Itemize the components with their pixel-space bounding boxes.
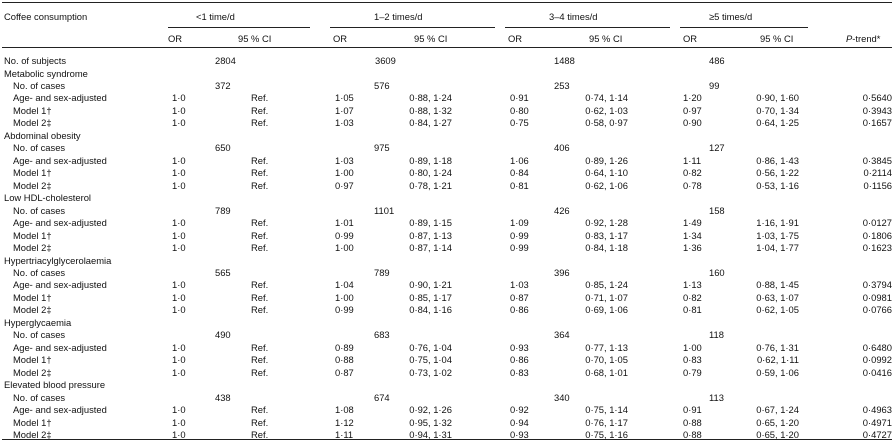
ci-value: 0·62, 1·11: [756, 354, 799, 366]
model-label: Model 2‡: [13, 366, 52, 378]
ci-value: Ref.: [251, 354, 269, 366]
or-value: 0·99: [335, 304, 354, 316]
ci-header-4: 95 % CI: [760, 33, 794, 44]
ci-header-2: 95 % CI: [414, 33, 448, 44]
ci-value: 0·59, 1·06: [756, 366, 799, 378]
model-label: Model 2‡: [13, 242, 52, 254]
ci-value: 0·89, 1·15: [409, 217, 452, 229]
group-rule-4: [680, 27, 808, 28]
ci-value: 0·85, 1·24: [585, 279, 628, 291]
ci-value: 0·87, 1·13: [409, 229, 452, 241]
or-value: 0·99: [510, 229, 529, 241]
ci-value: 0·83, 1·17: [585, 229, 628, 241]
cases-label: No. of cases: [13, 204, 66, 216]
or-value: 0·79: [683, 366, 702, 378]
cases-label: No. of cases: [13, 329, 66, 341]
ci-value: 0·69, 1·06: [585, 304, 628, 316]
cases-value: 99: [709, 79, 720, 91]
ci-value: 0·88, 1·24: [409, 92, 452, 104]
ci-value: 0·75, 1·04: [409, 354, 452, 366]
or-value: 1·03: [335, 154, 354, 166]
or-value: 1·0: [172, 429, 186, 441]
cases-value: 340: [554, 391, 570, 403]
or-value: 0·87: [510, 291, 529, 303]
or-header-3: OR: [508, 33, 523, 44]
model-label: Age- and sex-adjusted: [13, 279, 107, 291]
ptrend-value: 0·3794: [862, 279, 892, 291]
cases-value: 789: [374, 267, 390, 279]
ci-value: 0·64, 1·10: [585, 167, 628, 179]
cases-value: 158: [709, 204, 725, 216]
ci-value: Ref.: [251, 92, 269, 104]
ci-value: 0·77, 1·13: [585, 341, 628, 353]
stub-header: Coffee consumption: [4, 11, 88, 22]
or-value: 0·93: [510, 429, 529, 441]
ci-header-3: 95 % CI: [589, 33, 623, 44]
cases-value: 789: [215, 204, 231, 216]
ci-value: 0·73, 1·02: [409, 366, 452, 378]
or-value: 1·01: [335, 217, 354, 229]
header-rule: [2, 47, 892, 48]
or-value: 1·49: [683, 217, 702, 229]
or-value: 0·81: [683, 304, 702, 316]
ci-value: Ref.: [251, 217, 269, 229]
or-value: 1·08: [335, 404, 354, 416]
or-value: 0·92: [510, 404, 529, 416]
model-label: Model 1†: [13, 104, 52, 116]
top-rule: [2, 2, 892, 3]
or-value: 1·11: [335, 429, 354, 441]
or-value: 1·0: [172, 229, 186, 241]
ci-value: 0·76, 1·17: [585, 416, 628, 428]
ci-value: 0·75, 1·14: [585, 404, 628, 416]
subjects-value-3: 1488: [554, 55, 575, 66]
cases-label: No. of cases: [13, 79, 66, 91]
or-value: 1·20: [683, 92, 702, 104]
cases-value: 490: [215, 329, 231, 341]
ci-value: 0·84, 1·16: [409, 304, 452, 316]
or-value: 0·80: [510, 104, 529, 116]
cases-value: 438: [215, 391, 231, 403]
ci-value: 0·58, 0·97: [585, 117, 628, 129]
or-value: 0·84: [510, 167, 529, 179]
or-value: 1·0: [172, 354, 186, 366]
or-value: 1·00: [335, 242, 354, 254]
or-value: 0·88: [335, 354, 354, 366]
ci-value: 0·53, 1·16: [756, 179, 799, 191]
cases-label: No. of cases: [13, 267, 66, 279]
ci-value: Ref.: [251, 117, 269, 129]
ci-value: 0·95, 1·32: [409, 416, 452, 428]
or-value: 1·0: [172, 179, 186, 191]
ci-value: Ref.: [251, 179, 269, 191]
ptrend-value: 0·1623: [862, 242, 892, 254]
or-value: 0·82: [683, 291, 702, 303]
or-value: 1·0: [172, 279, 186, 291]
or-value: 0·91: [510, 92, 529, 104]
cases-value: 118: [709, 329, 724, 341]
ci-value: 0·70, 1·05: [585, 354, 628, 366]
or-value: 0·88: [683, 416, 702, 428]
cases-value: 160: [709, 267, 725, 279]
ci-header-1: 95 % CI: [238, 33, 272, 44]
ci-value: 0·74, 1·14: [585, 92, 628, 104]
or-value: 1·03: [335, 117, 354, 129]
model-label: Model 1†: [13, 416, 52, 428]
ci-value: 0·67, 1·24: [756, 404, 799, 416]
or-header-1: OR: [168, 33, 183, 44]
or-value: 1·00: [683, 341, 702, 353]
or-value: 1·04: [335, 279, 354, 291]
ci-value: Ref.: [251, 154, 269, 166]
or-value: 1·0: [172, 416, 186, 428]
or-value: 0·81: [510, 179, 529, 191]
ci-value: Ref.: [251, 404, 269, 416]
bottom-rule: [2, 439, 892, 440]
ci-value: Ref.: [251, 416, 269, 428]
ptrend-value: 0·4963: [862, 404, 892, 416]
ci-value: Ref.: [251, 304, 269, 316]
cases-value: 650: [215, 142, 231, 154]
cases-value: 576: [374, 79, 390, 91]
model-label: Age- and sex-adjusted: [13, 154, 107, 166]
model-label: Age- and sex-adjusted: [13, 217, 107, 229]
or-value: 1·05: [335, 92, 354, 104]
ci-value: 0·76, 1·04: [409, 341, 452, 353]
group-header-4: ≥5 times/d: [709, 11, 753, 22]
or-value: 1·0: [172, 366, 186, 378]
ci-value: 0·80, 1·24: [409, 167, 452, 179]
or-value: 0·82: [683, 167, 702, 179]
model-label: Age- and sex-adjusted: [13, 92, 107, 104]
group-header-3: 3–4 times/d: [549, 11, 598, 22]
or-value: 1·34: [683, 229, 702, 241]
ci-value: Ref.: [251, 341, 269, 353]
or-value: 1·0: [172, 404, 186, 416]
cases-value: 674: [374, 391, 390, 403]
cases-value: 253: [554, 79, 570, 91]
ptrend-value: 0·0981: [862, 291, 892, 303]
or-value: 0·86: [510, 304, 529, 316]
ptrend-value: 0·0127: [862, 217, 892, 229]
ci-value: 0·68, 1·01: [585, 366, 628, 378]
ci-value: Ref.: [251, 167, 269, 179]
ci-value: 0·88, 1·45: [756, 279, 799, 291]
or-value: 1·0: [172, 341, 186, 353]
or-value: 0·91: [683, 404, 702, 416]
model-label: Model 1†: [13, 167, 52, 179]
ptrend-header: P-trend*: [846, 33, 881, 44]
ci-value: 0·84, 1·27: [409, 117, 452, 129]
model-label: Model 2‡: [13, 179, 52, 191]
ci-value: 0·94, 1·31: [409, 429, 452, 441]
or-value: 0·89: [335, 341, 354, 353]
ci-value: 0·87, 1·14: [409, 242, 452, 254]
model-label: Model 2‡: [13, 304, 52, 316]
or-value: 1·0: [172, 217, 186, 229]
cases-value: 565: [215, 267, 231, 279]
ci-value: 0·90, 1·21: [409, 279, 452, 291]
or-value: 0·93: [510, 341, 529, 353]
ci-value: 0·84, 1·18: [585, 242, 628, 254]
ci-value: 0·63, 1·07: [756, 291, 799, 303]
ci-value: 0·65, 1·20: [756, 416, 799, 428]
or-value: 0·97: [335, 179, 354, 191]
or-value: 0·75: [510, 117, 529, 129]
ci-value: 0·62, 1·05: [756, 304, 799, 316]
ci-value: 1·04, 1·77: [756, 242, 799, 254]
ci-value: 0·85, 1·17: [409, 291, 452, 303]
or-value: 1·0: [172, 117, 186, 129]
ci-value: 0·62, 1·06: [585, 179, 628, 191]
cases-value: 396: [554, 267, 570, 279]
ci-value: Ref.: [251, 291, 269, 303]
ptrend-value: 0·3943: [862, 104, 892, 116]
model-label: Age- and sex-adjusted: [13, 404, 107, 416]
or-value: 1·06: [510, 154, 529, 166]
ci-value: 0·89, 1·18: [409, 154, 452, 166]
cases-value: 113: [709, 391, 724, 403]
ci-value: 0·62, 1·03: [585, 104, 628, 116]
cases-label: No. of cases: [13, 391, 66, 403]
model-label: Model 2‡: [13, 429, 52, 441]
ci-value: 0·92, 1·28: [585, 217, 628, 229]
or-value: 1·12: [335, 416, 354, 428]
or-value: 0·94: [510, 416, 529, 428]
ci-value: 0·92, 1·26: [409, 404, 452, 416]
or-value: 1·0: [172, 92, 186, 104]
or-value: 1·36: [683, 242, 702, 254]
subjects-value-4: 486: [709, 55, 725, 66]
ci-value: Ref.: [251, 229, 269, 241]
or-value: 1·09: [510, 217, 529, 229]
ptrend-value: 0·3845: [862, 154, 892, 166]
or-value: 0·83: [683, 354, 702, 366]
cases-label: No. of cases: [13, 142, 66, 154]
section-title: Hyperglycaemia: [4, 316, 72, 328]
subjects-label: No. of subjects: [4, 55, 67, 66]
subjects-value-2: 3609: [375, 55, 396, 66]
ci-value: Ref.: [251, 104, 269, 116]
or-value: 1·00: [335, 167, 354, 179]
ci-value: 0·86, 1·43: [756, 154, 799, 166]
ci-value: 0·90, 1·60: [756, 92, 799, 104]
model-label: Model 1†: [13, 291, 52, 303]
section-title: Abdominal obesity: [4, 129, 81, 141]
ci-value: 0·71, 1·07: [585, 291, 628, 303]
ptrend-value: 0·5640: [862, 92, 892, 104]
or-value: 1·11: [683, 154, 702, 166]
ptrend-value: 0·6480: [862, 341, 892, 353]
ci-value: 1·03, 1·75: [756, 229, 799, 241]
model-label: Model 1†: [13, 229, 52, 241]
ptrend-value: 0·2114: [863, 167, 892, 179]
or-value: 1·0: [172, 167, 186, 179]
cases-value: 683: [374, 329, 390, 341]
ci-value: 0·56, 1·22: [756, 167, 799, 179]
ptrend-value: 0·1657: [862, 117, 892, 129]
or-value: 1·13: [683, 279, 702, 291]
cases-value: 975: [374, 142, 390, 154]
ptrend-value: 0·0992: [862, 354, 892, 366]
ptrend-value: 0·4727: [862, 429, 892, 441]
or-value: 1·03: [510, 279, 529, 291]
ci-value: 0·70, 1·34: [756, 104, 799, 116]
or-header-4: OR: [683, 33, 698, 44]
ptrend-value: 0·0766: [862, 304, 892, 316]
or-header-2: OR: [333, 33, 348, 44]
ci-value: 0·76, 1·31: [756, 341, 799, 353]
group-rule-1: [168, 27, 310, 28]
ci-value: 0·75, 1·16: [585, 429, 628, 441]
group-header-1: <1 time/d: [196, 11, 235, 22]
group-header-2: 1–2 times/d: [374, 11, 423, 22]
or-value: 0·99: [335, 229, 354, 241]
or-value: 0·78: [683, 179, 702, 191]
model-label: Model 1†: [13, 354, 52, 366]
or-value: 1·0: [172, 154, 186, 166]
or-value: 1·07: [335, 104, 354, 116]
ci-value: Ref.: [251, 429, 269, 441]
model-label: Model 2‡: [13, 117, 52, 129]
section-title: Hypertriacylglycerolaemia: [4, 254, 112, 266]
or-value: 0·99: [510, 242, 529, 254]
group-rule-2: [330, 27, 495, 28]
ci-value: Ref.: [251, 279, 269, 291]
or-value: 0·83: [510, 366, 529, 378]
or-value: 0·87: [335, 366, 354, 378]
model-label: Age- and sex-adjusted: [13, 341, 107, 353]
or-value: 0·97: [683, 104, 702, 116]
section-title: Metabolic syndrome: [4, 67, 88, 79]
cases-value: 406: [554, 142, 570, 154]
or-value: 0·90: [683, 117, 702, 129]
cases-value: 1101: [374, 204, 395, 216]
ptrend-value: 0·4971: [862, 416, 892, 428]
or-value: 1·00: [335, 291, 354, 303]
section-title: Elevated blood pressure: [4, 379, 106, 391]
cases-value: 364: [554, 329, 570, 341]
group-rule-3: [505, 27, 670, 28]
or-value: 0·88: [683, 429, 702, 441]
ci-value: 1·16, 1·91: [756, 217, 799, 229]
or-value: 1·0: [172, 242, 186, 254]
ptrend-value: 0·1156: [863, 179, 892, 191]
ci-value: 0·89, 1·26: [585, 154, 628, 166]
or-value: 0·86: [510, 354, 529, 366]
ptrend-value: 0·0416: [862, 366, 892, 378]
ci-value: Ref.: [251, 242, 269, 254]
ci-value: Ref.: [251, 366, 269, 378]
ci-value: 0·65, 1·20: [756, 429, 799, 441]
subjects-value-1: 2804: [215, 55, 236, 66]
or-value: 1·0: [172, 104, 186, 116]
ci-value: 0·64, 1·25: [756, 117, 799, 129]
cases-value: 426: [554, 204, 570, 216]
ptrend-value: 0·1806: [862, 229, 892, 241]
ci-value: 0·88, 1·32: [409, 104, 452, 116]
ci-value: 0·78, 1·21: [409, 179, 452, 191]
section-title: Low HDL-cholesterol: [4, 192, 92, 204]
cases-value: 372: [215, 79, 231, 91]
or-value: 1·0: [172, 304, 186, 316]
cases-value: 127: [709, 142, 725, 154]
or-value: 1·0: [172, 291, 186, 303]
